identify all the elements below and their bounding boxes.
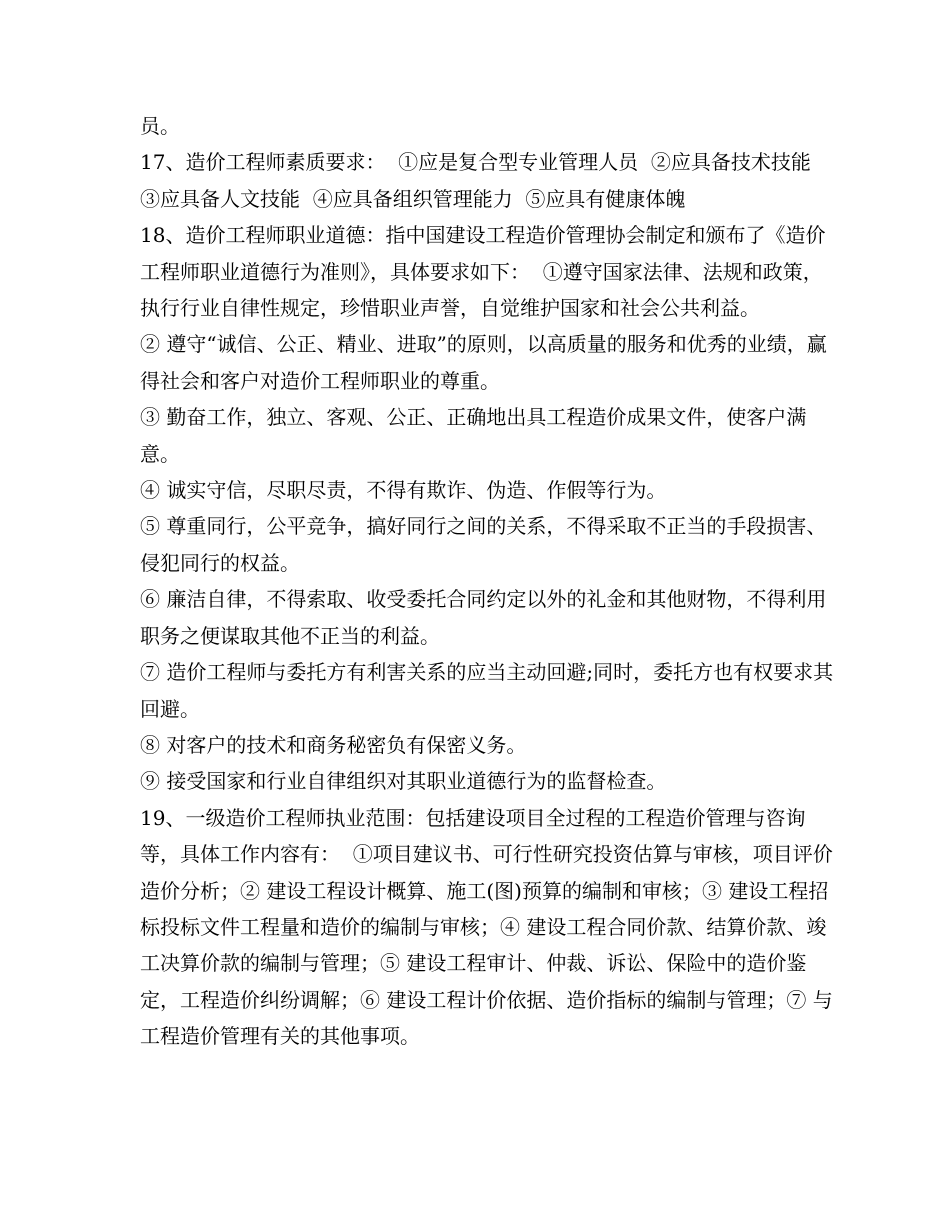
paragraph-ethics-4: ④ 诚实守信，尽职尽责，不得有欺诈、伪造、作假等行为。 <box>140 478 667 503</box>
paragraph-item-18: 18、造价工程师职业道德：指中国建设工程造价管理协会制定和颁布了《造价工程师职业道德行为准则》，具体要求如下： ①遵守国家法律、法规和政策，执行行业自律性规定，珍惜职业声誉，自觉维护国家和社会公共利益。 <box>140 223 826 321</box>
paragraph-ethics-2: ② 遵守“诚信、公正、精业、进取”的原则，以高质量的服务和优秀的业绩，赢得社会和客户对造价工程师职业的尊重。 <box>140 332 827 393</box>
paragraph-ethics-6: ⑥ 廉洁自律，不得索取、收受委托合同约定以外的礼金和其他财物，不得利用职务之便谋取其他不正当的利益。 <box>140 587 827 648</box>
paragraph-ethics-3: ③ 勤奋工作，独立、客观、公正、正确地出具工程造价成果文件，使客户满意。 <box>140 405 807 466</box>
paragraph-ethics-8: ⑧ 对客户的技术和商务秘密负有保密义务。 <box>140 732 527 757</box>
paragraph-continuation: 员。 <box>140 114 180 138</box>
paragraph-item-19: 19、一级造价工程师执业范围：包括建设项目全过程的工程造价管理与咨询等，具体工作内容有： ①项目建议书、可行性研究投资估算与审核，项目评价造价分析；② 建设工程设计概算、施工(图)预算的编制和审核；③ 建设工程招标投标文件工程量和造价的编制与审核；④ 建设工程合同价款、结算价款、竣工决算价款的编制与管理；⑤ 建设工程审计、仲裁、诉讼、保险中的造价鉴定，工程造价纠纷调解；⑥ 建设工程计价依据、造价指标的编制与管理；⑦ 与工程造价管理有关的其他事项。 <box>140 805 833 1049</box>
paragraph-ethics-9: ⑨ 接受国家和行业自律组织对其职业道德行为的监督检查。 <box>140 769 667 794</box>
paragraph-item-17: 17、造价工程师素质要求： ①应是复合型专业管理人员 ②应具备技术技能 ③应具备人文技能 ④应具备组织管理能力 ⑤应具有健康体魄 <box>140 150 824 211</box>
document-page <box>140 108 840 1055</box>
paragraph-ethics-5: ⑤ 尊重同行，公平竞争，搞好同行之间的关系，不得采取不正当的手段损害、侵犯同行的权益。 <box>140 514 827 575</box>
paragraph-ethics-7: ⑦ 造价工程师与委托方有利害关系的应当主动回避;同时，委托方也有权要求其回避。 <box>140 660 834 721</box>
